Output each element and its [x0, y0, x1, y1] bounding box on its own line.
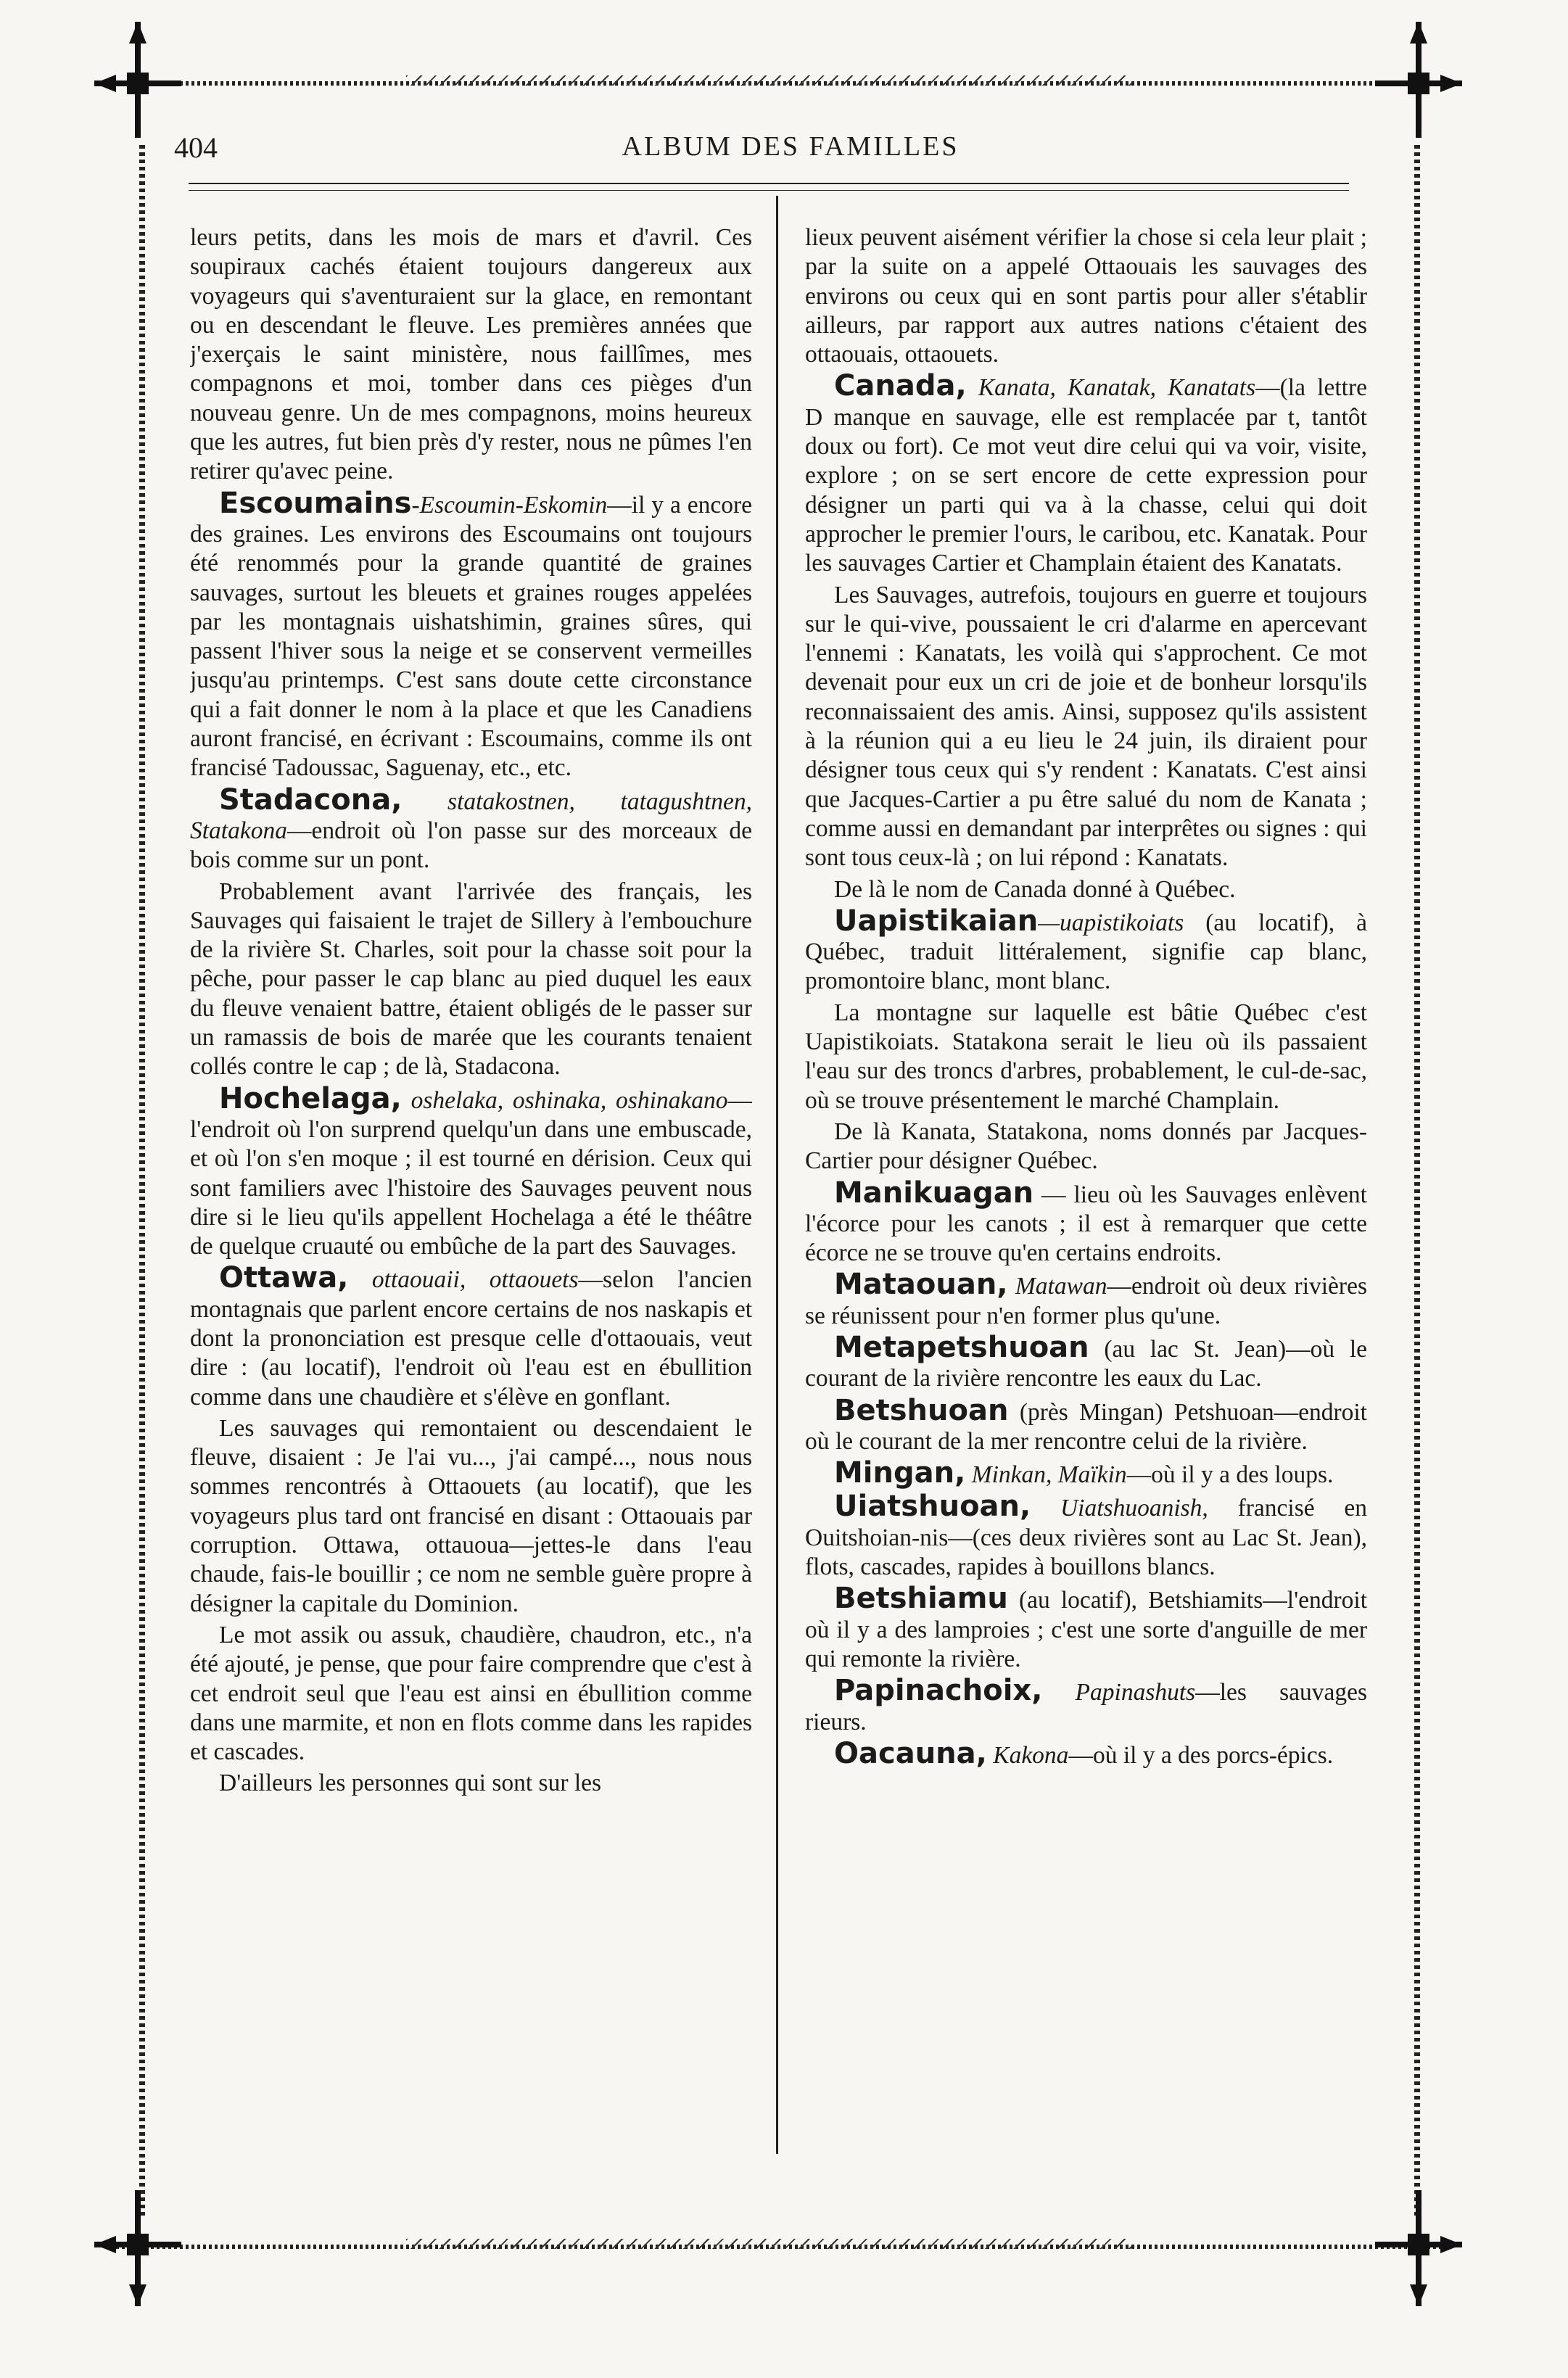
entry-text: Les Sauvages, autrefois, toujours en guerre et toujours sur le qui-vive, poussaient le cri d'alarme en apercevant l'ennemi : Kanatats, les voilà qui s'approchent. Ce mot devenait pour eux un cri de joie et de bonheur lorsqu'ils reconnaissaient des amis. Ainsi, supposez qu'ils assistent à la réunion qui a eu lieu le 24 juin, ils diraient pour désigner tous ceux qui s'y rendent : Kanatats. C'est ainsi que Jacques-Cartier a pu être salué du nom de Kanata ; comme aussi en demandant par interprêtes ou signes : qui sont tous ceux-là ; on lui répond : Kanatats. [805, 581, 1367, 872]
entry-text: De là Kanata, Statakona, noms donnés par Jacques-Cartier pour désigner Québec. [805, 1118, 1367, 1175]
left-column [190, 223, 752, 2145]
dictionary-entry [805, 1736, 1367, 1770]
paragraph [190, 1414, 752, 1619]
entry-text: (près Mingan) Petshuoan—endroit où le courant de la mer rencontre celui de la rivière. [805, 1398, 1367, 1455]
entry-variants: Kakona [986, 1741, 1069, 1769]
dictionary-entry [190, 1081, 752, 1262]
entry-term: Stadacona, [219, 783, 403, 817]
entry-text: —endroit où l'on passe sur des morceaux de bois comme sur un pont. [190, 817, 752, 874]
paragraph [190, 1769, 752, 1798]
dictionary-entry [805, 1676, 1367, 1737]
entry-variants: Papinashuts [1042, 1679, 1196, 1706]
entry-term: Manikuagan [834, 1176, 1034, 1210]
entry-term: Escoumains [219, 486, 412, 520]
entry-text: —selon l'ancien montagnais que parlent encore certains de nos naskapis et dont la prononciation est presque celle d'ottaouais, veut dire : (au locatif), l'endroit où l'eau est en ébullition comme dans une chaudière et s'élève en gonflant. [190, 1266, 752, 1411]
entry-text: De là le nom de Canada donné à Québec. [834, 875, 1236, 903]
entry-text: D'ailleurs les personnes qui sont sur les [219, 1770, 602, 1797]
entry-variants: Uiatshuoanish, [1031, 1495, 1208, 1522]
entry-text: La montagne sur laquelle est bâtie Québec c'est Uapistikoiats. Statakona serait le lieu où ils passaient l'eau sur des troncs d'arbres, probablement, le cul-de-sac, où se trouve présentement le marché Champlain. [805, 999, 1367, 1114]
entry-variants: -Escoumin-Eskomin [411, 491, 608, 519]
entry-term: Ottawa, [219, 1261, 349, 1295]
entry-text: —(la lettre D manque en sauvage, elle est remplacée par t, tantôt doux ou fort). Ce mot veut dire celui qui va voir, visite, explore ; on se sert encore de cette expression pour désigner un parti qui va à la chasse, celui qui doit approcher le premier l'ours, le caribou, etc. Kanatak. Pour les sauvages Cartier et Champlain étaient des Kanatats. [805, 374, 1367, 577]
entry-text: —l'endroit où l'on surprend quelqu'un dans une embuscade, et où l'on s'en moque ; il est tourné en dérision. Ceux qui sont familiers avec l'histoire des Sauvages peuvent nous dire si le lieu qu'ils appellent Hochelaga a été le théâtre de quelque cruauté ou embûche de la part des Sauvages. [190, 1086, 752, 1260]
entry-text: francisé en Ouitshoian-nis—(ces deux rivières sont au Lac St. Jean), flots, cascades, rapides à bouillons blancs. [805, 1495, 1367, 1581]
dictionary-entry [805, 1178, 1367, 1268]
corner-ornament-bottom-left [94, 2190, 181, 2306]
dictionary-entry [805, 1492, 1367, 1582]
entry-term: Hochelaga, [219, 1081, 402, 1115]
entry-text: —où il y a des loups. [1126, 1461, 1334, 1489]
entry-variants: Kanata, Kanatak, Kanatats [966, 374, 1256, 402]
entry-term: Papinachoix, [834, 1674, 1043, 1708]
dictionary-entry [805, 1270, 1367, 1331]
entry-text: Le mot assik ou assuk, chaudière, chaudron, etc., n'a été ajouté, je pense, que pour faire comprendre que c'est à cet endroit seul que l'eau est ainsi en ébullition comme dans une marmite, et non en flots comme dans les rapides et cascades. [190, 1621, 752, 1766]
dictionary-entry [805, 371, 1367, 578]
entry-variants: —uapistikoiats [1038, 909, 1184, 936]
paragraph [190, 878, 752, 1082]
entry-text: (au locatif), à Québec, traduit littéralement, signifie cap blanc, promontoire blanc, mont blanc. [805, 909, 1367, 995]
entry-text: — lieu où les Sauvages enlèvent l'écorce pour les canots ; il est à remarquer que cette écorce ne se trouve qu'en certains endroits. [805, 1181, 1367, 1267]
entry-text: lieux peuvent aisément vérifier la chose si cela leur plait ; par la suite on a appelé Ottaouais les sauvages des environs ou ceux qui en sont partis pour aller s'établir ailleurs, par rapport aux autres nations c'étaient des ottaouais, ottaouets. [805, 224, 1367, 368]
paragraph [805, 875, 1367, 904]
paragraph [805, 999, 1367, 1115]
dictionary-entry [805, 1393, 1367, 1457]
corner-ornament-bottom-right [1375, 2190, 1462, 2306]
dictionary-entry [805, 1458, 1367, 1490]
page-number: 404 [174, 131, 218, 164]
dictionary-entry [190, 486, 752, 783]
entry-text: Probablement avant l'arrivée des français, les Sauvages qui faisaient le trajet de Sillery à l'embouchure de la rivière St. Charles, soit pour la chasse soit pour la pêche, pour passer le cap blanc au pied duquel les eaux du fleuve venaient battre, étaient obligés de le passer sur un ramassis de bois de marée que les courants tenaient collés contre le cap ; de là, Stadacona. [190, 878, 752, 1081]
entry-term: Betshuoan [834, 1393, 1009, 1427]
dictionary-entry [190, 1263, 752, 1411]
corner-ornament-top-right [1375, 22, 1462, 138]
frame-top-wave [406, 75, 1131, 86]
paragraph [190, 1621, 752, 1767]
entry-text: —endroit où deux rivières se réunissent pour n'en former plus qu'une. [805, 1273, 1367, 1329]
entry-term: Mataouan, [834, 1268, 1008, 1302]
entry-term: Uiatshuoan, [834, 1490, 1031, 1524]
entry-text: leurs petits, dans les mois de mars et d'avril. Ces soupiraux cachés étaient toujours dangereux aux voyageurs qui s'aventuraient sur la glace, en remontant ou en descendant le fleuve. Les premières années que j'exerçais le saint ministère, nous faillîmes, mes compagnons et moi, tomber dans ces pièges d'un nouveau genre. Un de mes compagnons, moins heureux que les autres, fut bien près d'y rester, nous ne pûmes l'en retirer qu'avec peine. [190, 224, 752, 485]
paragraph [190, 223, 752, 487]
entry-term: Metapetshuoan [834, 1330, 1089, 1364]
entry-term: Mingan, [834, 1456, 966, 1490]
entry-variants: oshelaka, oshinaka, oshinakano [401, 1086, 728, 1114]
frame-left [139, 145, 145, 2219]
entry-term: Canada, [834, 369, 967, 403]
column-divider [776, 196, 778, 2154]
paragraph [805, 223, 1367, 369]
entry-text: (au lac St. Jean)—où le courant de la rivière rencontre les eaux du Lac. [805, 1335, 1367, 1392]
entry-term: Oacauna, [834, 1736, 987, 1770]
paragraph [805, 581, 1367, 873]
entry-text: —les sauvages rieurs. [805, 1679, 1367, 1735]
running-title: ALBUM DES FAMILLES [622, 131, 960, 162]
entry-text: (au locatif), Betshiamits—l'endroit où il y a des lamproies ; c'est une sorte d'anguille de mer qui remonte la rivière. [805, 1587, 1367, 1672]
header-rule-top [189, 183, 1349, 184]
entry-text: Les sauvages qui remontaient ou descendaient le fleuve, disaient : Je l'ai vu..., j'ai campé..., nous nous sommes rencontrés à Ottaouets (au locatif), que les voyageurs plus tard ont francisé en disant : Ottaouais par corruption. Ottawa, ottauoua—jettes-le dans l'eau chaude, fais-le bouillir ; ce nom ne semble guère propre à désigner la capitale du Dominion. [190, 1414, 752, 1617]
paragraph [805, 1118, 1367, 1176]
dictionary-entry [805, 904, 1367, 996]
entry-text: —il y a encore des graines. Les environs des Escoumains ont toujours été renommés pour la grande quantité de graines sauvages, surtout les bleuets et graines rouges appelées par les montagnais uishatshimin, graines sûres, qui passent l'hiver sous la neige et se conservent vermeilles jusqu'au printemps. C'est sans doute cette circonstance qui a fait donner le nom à la place et que les Canadiens auront francisé, en écrivant : Escoumains, comme ils ont francisé Tadoussac, Saguenay, etc., etc. [190, 491, 752, 782]
dictionary-entry [190, 785, 752, 875]
entry-variants: Matawan [1007, 1273, 1107, 1300]
header-rule-bottom [189, 190, 1349, 191]
frame-bottom-wave [406, 2239, 1131, 2249]
dictionary-entry [805, 1330, 1367, 1394]
frame-right [1414, 145, 1420, 2219]
dictionary-entry [805, 1584, 1367, 1674]
entry-variants: ottaouaii, ottaouets [348, 1266, 579, 1294]
corner-ornament-top-left [94, 22, 181, 138]
right-column [805, 223, 1367, 2145]
page-header [174, 131, 1407, 174]
entry-variants: Minkan, Maïkin [965, 1461, 1127, 1489]
entry-term: Betshiamu [834, 1582, 1008, 1616]
entry-text: —où il y a des porcs-épics. [1068, 1741, 1334, 1769]
entry-term: Uapistikaian [834, 904, 1039, 938]
entry-variants: statakostnen, tatagushtnen, Statakona [190, 788, 752, 844]
